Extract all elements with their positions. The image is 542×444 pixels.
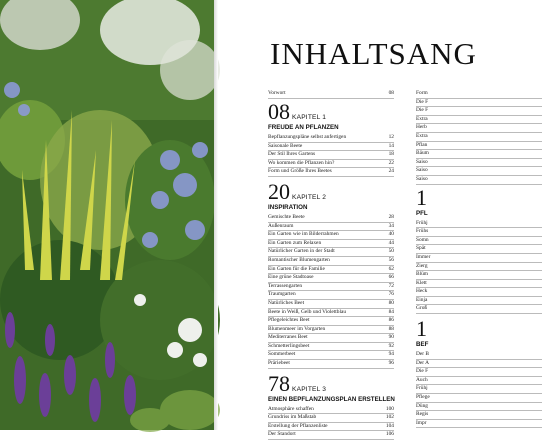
toc-entry-page: 86 <box>388 317 394 324</box>
toc-entry <box>268 334 394 343</box>
preface-label: Vorwort <box>268 90 286 96</box>
toc-entry <box>416 263 542 272</box>
toc-entry-title: Blüm <box>416 271 428 278</box>
toc-entry <box>268 431 394 440</box>
toc-entry-page: 44 <box>388 239 394 246</box>
toc-entry-title: Außenraum <box>268 222 294 229</box>
toc-entry <box>268 414 394 423</box>
chapter-number: 78 <box>268 370 290 396</box>
toc-entry-page: 34 <box>388 222 394 229</box>
toc-entry-title: Bepflanzungspläne selbst anfertigen <box>268 134 347 140</box>
toc-entry <box>416 237 542 246</box>
toc-entry <box>416 90 542 99</box>
toc-entry-page: 62 <box>388 265 394 272</box>
toc-entry-title: Regis <box>416 411 429 418</box>
toc-entry <box>416 305 542 314</box>
chapter-1 <box>268 101 394 177</box>
toc-entry-title: Klett <box>416 279 427 286</box>
toc-entry <box>416 411 542 420</box>
toc-entry <box>416 228 542 237</box>
toc-entry-title: Zierg <box>416 262 428 269</box>
chapter-number: 20 <box>268 178 290 204</box>
chapter-number: 1 <box>416 316 427 342</box>
toc-entry <box>268 406 394 415</box>
toc-entry <box>268 257 394 266</box>
toc-entry-title: Extra <box>416 115 428 122</box>
toc-entry-title: Frühj <box>416 385 428 392</box>
toc-entry-title: Die F <box>416 368 429 375</box>
toc-entry <box>416 167 542 176</box>
toc-entry-title: Sommerbeet <box>268 351 296 358</box>
toc-entry-page: 104 <box>385 422 394 429</box>
toc-entry-title: Natürlicher Garten in der Stadt <box>268 248 335 255</box>
toc-entry <box>268 274 394 283</box>
toc-entry <box>416 403 542 412</box>
toc-entry-title: Spät <box>416 245 426 252</box>
toc-entry <box>268 143 394 152</box>
chapter-title: BEF <box>416 341 429 349</box>
chapter-title: PFL <box>416 209 428 217</box>
toc-entry <box>416 394 542 403</box>
toc-entry <box>416 288 542 297</box>
toc-entry <box>416 220 542 229</box>
toc-entry-page: 96 <box>388 360 394 367</box>
chapter-label: KAPITEL 2 <box>292 193 327 201</box>
toc-entry-title: Frühs <box>416 228 429 235</box>
toc-entry-page: 24 <box>388 168 394 175</box>
toc-entry <box>416 159 542 168</box>
toc-entry <box>416 280 542 289</box>
chapter-2 <box>268 178 394 369</box>
toc-entry-page: 84 <box>388 308 394 315</box>
toc-entry <box>416 245 542 254</box>
contents-column-1 <box>268 90 394 444</box>
chapter-number: 08 <box>268 99 290 124</box>
toc-entry-title: Erstellung der Pflanzenliste <box>268 422 328 429</box>
toc-entry-title: Blumenmeer im Vorgarten <box>268 325 326 332</box>
toc-entry <box>416 150 542 159</box>
chapter-entries <box>268 134 394 177</box>
toc-entry-title: Schmetterlingsbeet <box>268 342 310 349</box>
toc-entry-page: 92 <box>388 342 394 349</box>
toc-entry <box>268 248 394 257</box>
toc-entry <box>416 351 542 360</box>
toc-entry <box>268 134 394 143</box>
page-title: INHALTSANG <box>270 36 477 71</box>
chapter-label: KAPITEL 3 <box>292 385 327 393</box>
toc-entry <box>416 368 542 377</box>
toc-entry <box>416 420 542 429</box>
toc-entry-title: Heck <box>416 288 428 295</box>
toc-entry-title: Die F <box>416 107 429 114</box>
toc-entry-page: 100 <box>385 405 394 412</box>
contents-page <box>218 0 477 438</box>
toc-entry-page: 22 <box>388 159 394 166</box>
toc-entry-title: Saiso <box>416 167 428 174</box>
toc-entry-title: Gemischte Beete <box>268 213 305 220</box>
toc-entry-title: Ein Garten zum Relaxen <box>268 239 322 246</box>
toc-entry <box>268 266 394 275</box>
toc-entry-title: Impr <box>416 419 427 426</box>
toc-entry <box>416 297 542 306</box>
toc-entry <box>268 300 394 309</box>
toc-entry-title: Traumgarten <box>268 291 296 298</box>
toc-entry <box>268 326 394 335</box>
toc-entry-title: Bäum <box>416 150 429 157</box>
toc-entry <box>268 231 394 240</box>
toc-entry-page: 72 <box>388 282 394 289</box>
toc-entry-title: Extra <box>416 132 428 139</box>
preface-page: 08 <box>388 90 394 96</box>
toc-entry-title: Einja <box>416 296 428 303</box>
chapter-title: INSPIRATION <box>268 203 308 211</box>
toc-entry <box>268 223 394 232</box>
toc-entry <box>416 99 542 108</box>
toc-entry-page: 94 <box>388 351 394 358</box>
toc-entry-title: Wo kommen die Pflanzen hin? <box>268 159 335 166</box>
toc-entry-title: Groß <box>416 305 428 312</box>
toc-entry-title: Frühj <box>416 219 428 226</box>
toc-entry <box>268 283 394 292</box>
toc-entry <box>268 240 394 249</box>
toc-entry-title: Herb <box>416 124 427 131</box>
toc-entry-page: 14 <box>388 142 394 149</box>
toc-entry-title: Mediterranes Beet <box>268 334 308 341</box>
toc-entry-page: 88 <box>388 325 394 332</box>
toc-entry-page: 106 <box>385 431 394 438</box>
toc-entry-title: Saisonale Beete <box>268 142 303 149</box>
toc-entry-title: Saiso <box>416 175 428 182</box>
toc-entry-title: Atmosphäre schaffen <box>268 405 314 412</box>
toc-entry <box>416 377 542 386</box>
toc-entry-title: Grundriss im Maßstab <box>268 414 317 421</box>
toc-entry <box>416 385 542 394</box>
toc-entry <box>268 317 394 326</box>
toc-entry-title: Ein Garten wie im Bilderrahmen <box>268 231 339 238</box>
toc-entry <box>416 133 542 142</box>
toc-entry-title: Die F <box>416 98 429 105</box>
chapter-4 <box>416 184 542 315</box>
contents-column-2 <box>416 90 542 432</box>
toc-entry-title: Pflege <box>416 394 430 401</box>
toc-entry <box>416 124 542 133</box>
chapter-title: FREUDE AN PFLANZEN <box>268 124 339 131</box>
toc-entry-page: 56 <box>388 256 394 263</box>
toc-entry-title: Form <box>416 90 428 96</box>
toc-entry <box>268 151 394 160</box>
garden-photo <box>0 0 214 430</box>
toc-entry <box>416 360 542 369</box>
column-2-top-entries <box>416 90 542 185</box>
chapter-entries <box>268 406 394 440</box>
toc-entry-page: 28 <box>388 213 394 220</box>
toc-entry-title: Terrassengarten <box>268 282 303 289</box>
toc-entry-title: Romantischer Blumengarten <box>268 256 330 263</box>
chapter-entries <box>416 220 542 315</box>
toc-entry-title: Präriebeet <box>268 360 290 367</box>
toc-entry-title: Auch <box>416 376 428 383</box>
toc-entry-page: 66 <box>388 274 394 281</box>
toc-entry <box>416 254 542 263</box>
toc-entry-title: Somn <box>416 236 429 243</box>
toc-entry <box>268 168 394 177</box>
toc-entry <box>416 176 542 185</box>
toc-entry <box>416 116 542 125</box>
toc-entry-title: Der Stil Ihres Gartens <box>268 151 316 158</box>
chapter-number: 1 <box>416 184 427 210</box>
toc-entry-page: 40 <box>388 231 394 238</box>
toc-entry-page: 80 <box>388 299 394 306</box>
preface-entry <box>268 90 394 99</box>
toc-entry-page: 12 <box>388 134 394 140</box>
chapter-entries <box>268 214 394 369</box>
chapter-5 <box>416 318 542 428</box>
toc-entry-page: 50 <box>388 248 394 255</box>
toc-entry <box>416 107 542 116</box>
toc-entry-title: Immer <box>416 253 431 260</box>
toc-entry-title: Saiso <box>416 158 428 165</box>
toc-entry <box>416 271 542 280</box>
toc-entry <box>268 343 394 352</box>
toc-entry-title: Form und Größe Ihres Beetes <box>268 168 332 175</box>
toc-entry-title: Der B <box>416 351 430 358</box>
toc-entry <box>268 309 394 318</box>
toc-entry <box>416 142 542 151</box>
toc-entry <box>268 291 394 300</box>
toc-entry <box>268 214 394 223</box>
toc-entry-page: 90 <box>388 334 394 341</box>
toc-entry-title: Pflan <box>416 141 428 148</box>
chapter-title: EINEN BEPFLANZUNGSPLAN ERSTELLEN <box>268 395 395 403</box>
toc-entry <box>268 360 394 369</box>
toc-entry-page: 102 <box>385 414 394 421</box>
toc-entry-title: Natürliches Beet <box>268 299 305 306</box>
toc-entry-title: Beete in Weiß, Gelb und Violettblau <box>268 308 347 315</box>
garden-photo-illustration <box>0 0 214 430</box>
toc-entry-page: 18 <box>388 151 394 158</box>
toc-entry-title: Der A <box>416 359 430 366</box>
toc-entry-title: Eine grüne Stadtoase <box>268 274 314 281</box>
toc-entry <box>268 423 394 432</box>
chapter-entries <box>416 351 542 428</box>
toc-entry-page: 76 <box>388 291 394 298</box>
chapter-label: KAPITEL 1 <box>292 114 327 121</box>
toc-entry-title: Düng <box>416 402 428 409</box>
toc-entry-title: Der Standort <box>268 431 296 438</box>
toc-entry-title: Ein Garten für die Familie <box>268 265 325 272</box>
toc-entry-title: Pflegeleichtes Beet <box>268 317 310 324</box>
toc-entry <box>268 351 394 360</box>
chapter-3 <box>268 370 395 440</box>
